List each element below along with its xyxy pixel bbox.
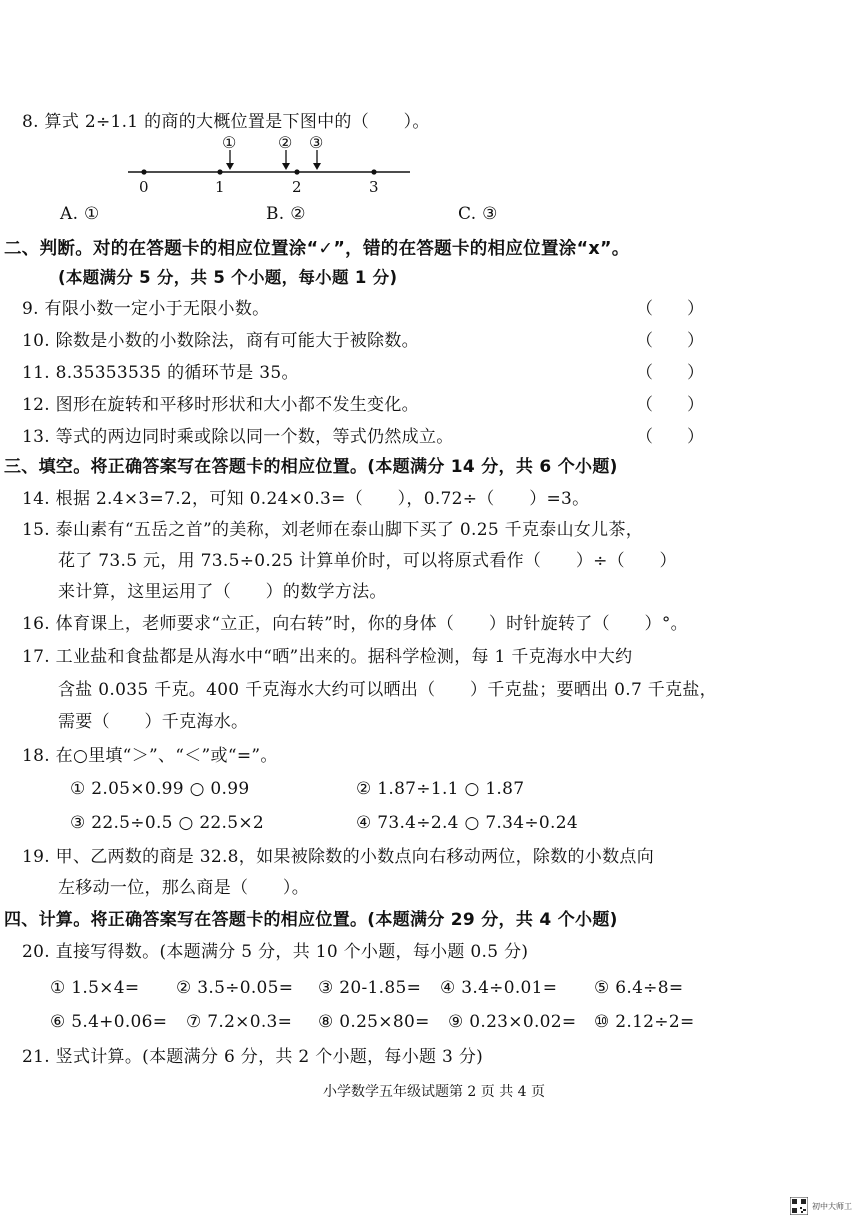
q18-stem: 18. 在○里填“＞”、“＜”或“=”。 xyxy=(22,746,278,766)
q18-item-4: ④ 73.4÷2.4 ○ 7.34÷0.24 xyxy=(356,813,578,833)
tick-label-3: 3 xyxy=(369,178,379,196)
q17-line3: 需要（ ）千克海水。 xyxy=(58,712,249,732)
qr-code-icon xyxy=(790,1197,808,1215)
marker-2: ② xyxy=(278,133,293,152)
q18-item-3: ③ 22.5÷0.5 ○ 22.5×2 xyxy=(70,813,265,833)
q12-answer: （ ） xyxy=(636,395,704,415)
q15-line3: 来计算，这里运用了（ ）的数学方法。 xyxy=(58,582,387,602)
q20-item-5: ⑤ 6.4÷8= xyxy=(594,978,684,998)
q8-option-b: B. ② xyxy=(266,204,306,224)
q20-item-1: ① 1.5×4= xyxy=(50,978,140,998)
q8-stem: 8. 算式 2÷1.1 的商的大概位置是下图中的（ ）。 xyxy=(22,112,430,132)
tick-label-0: 0 xyxy=(139,178,149,196)
q8-option-a: A. ① xyxy=(60,204,100,224)
q19-line2: 左移动一位，那么商是（ ）。 xyxy=(58,878,309,898)
section2-heading: 二、判断。对的在答题卡的相应位置涂“✓”，错的在答题卡的相应位置涂“x”。 xyxy=(4,239,630,259)
q20-stem: 20. 直接写得数。(本题满分 5 分，共 10 个小题，每小题 0.5 分) xyxy=(22,942,529,962)
marker-3: ③ xyxy=(309,133,324,152)
q17-line1: 17. 工业盐和食盐都是从海水中“晒”出来的。据科学检测，每 1 千克海水中大约 xyxy=(22,647,633,667)
q18-item-1: ① 2.05×0.99 ○ 0.99 xyxy=(70,779,250,799)
q11-answer: （ ） xyxy=(636,363,704,383)
q9: 9. 有限小数一定小于无限小数。 xyxy=(22,299,270,319)
q20-item-6: ⑥ 5.4+0.06= xyxy=(50,1012,168,1032)
tick-label-2: 2 xyxy=(292,178,302,196)
q14: 14. 根据 2.4×3=7.2，可知 0.24×0.3=（ ），0.72÷（ ）=3。 xyxy=(22,489,590,509)
q20-item-7: ⑦ 7.2×0.3= xyxy=(186,1012,293,1032)
q20-item-3: ③ 20-1.85= xyxy=(318,978,422,998)
section4-heading: 四、计算。将正确答案写在答题卡的相应位置。(本题满分 29 分，共 4 个小题) xyxy=(4,910,618,930)
q20-item-10: ⑩ 2.12÷2= xyxy=(594,1012,695,1032)
q15-line1: 15. 泰山素有“五岳之首”的美称，刘老师在泰山脚下买了 0.25 千克泰山女儿茶， xyxy=(22,520,644,540)
section3-heading: 三、填空。将正确答案写在答题卡的相应位置。(本题满分 14 分，共 6 个小题) xyxy=(4,457,618,477)
q10-answer: （ ） xyxy=(636,331,704,351)
tick-label-1: 1 xyxy=(215,178,225,196)
q9-answer: （ ） xyxy=(636,299,704,319)
q17-line2: 含盐 0.035 千克。400 千克海水大约可以晒出（ ）千克盐；要晒出 0.7 千克盐， xyxy=(58,680,717,700)
q20-item-2: ② 3.5÷0.05= xyxy=(176,978,294,998)
q13-answer: （ ） xyxy=(636,427,704,447)
logo-text: 初中大师工 xyxy=(812,1202,852,1211)
q20-item-8: ⑧ 0.25×80= xyxy=(318,1012,430,1032)
q21-stem: 21. 竖式计算。(本题满分 6 分，共 2 个小题，每小题 3 分) xyxy=(22,1047,484,1067)
q20-item-9: ⑨ 0.23×0.02= xyxy=(448,1012,577,1032)
q15-line2: 花了 73.5 元，用 73.5÷0.25 计算单价时，可以将原式看作（ ）÷（ ） xyxy=(58,551,677,571)
q20-item-4: ④ 3.4÷0.01= xyxy=(440,978,558,998)
q19-line1: 19. 甲、乙两数的商是 32.8，如果被除数的小数点向右移动两位，除数的小数点向 xyxy=(22,847,654,867)
q11: 11. 8.35353535 的循环节是 35。 xyxy=(22,363,299,383)
q18-item-2: ② 1.87÷1.1 ○ 1.87 xyxy=(356,779,525,799)
page-footer: 小学数学五年级试题第 2 页 共 4 页 xyxy=(322,1084,546,1100)
q16: 16. 体育课上，老师要求“立正，向右转”时，你的身体（ ）时针旋转了（ ）°。 xyxy=(22,614,688,634)
section2-note: (本题满分 5 分，共 5 个小题，每小题 1 分) xyxy=(58,268,398,287)
marker-1: ① xyxy=(222,133,237,152)
q13: 13. 等式的两边同时乘或除以同一个数，等式仍然成立。 xyxy=(22,427,454,447)
q8-option-c: C. ③ xyxy=(458,204,498,224)
q12: 12. 图形在旋转和平移时形状和大小都不发生变化。 xyxy=(22,395,419,415)
q10: 10. 除数是小数的小数除法，商有可能大于被除数。 xyxy=(22,331,419,351)
